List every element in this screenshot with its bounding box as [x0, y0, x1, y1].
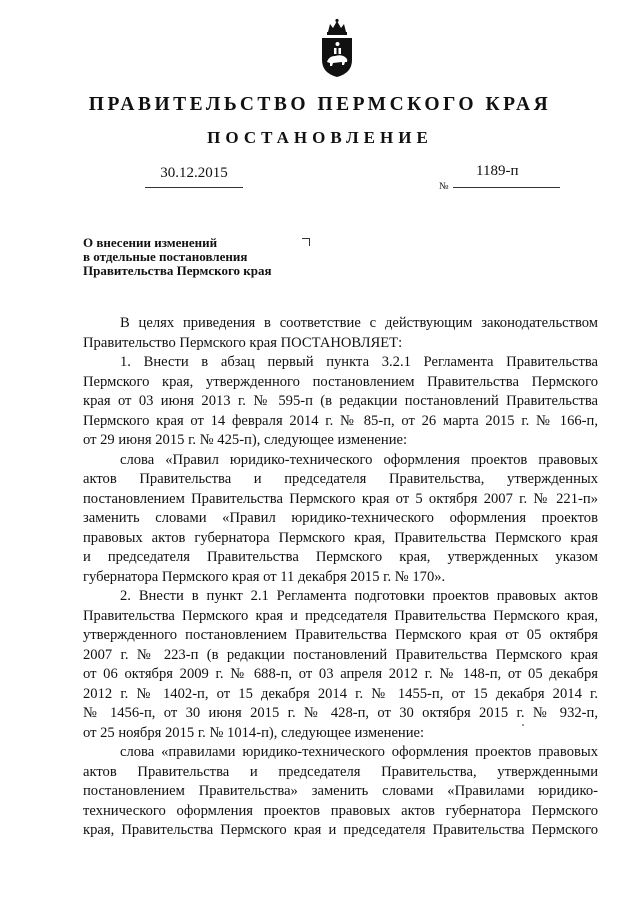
body-line: губернатора Пермского края от 11 декабря 2015 г. № 170». — [83, 568, 446, 585]
body-line: 2. Внести в пункт 2.1 Регламента подготовки проектов правовых актов — [120, 588, 598, 604]
body-line: В целях приведения в соответствие с действующим законодательством — [120, 315, 598, 331]
body-line: 2007 г. № 223-п (в редакции постановлений Правительства Пермского края — [83, 646, 598, 663]
body-line: постановлением Правительства Пермского края от 5 октября 2007 г. № 221-п» — [83, 490, 598, 507]
body-line: Пермского края от 14 февраля 2014 г. № 85-п, от 26 марта 2015 г. № 166-п, — [83, 412, 598, 429]
body-line: заменить словами «Правил юридико-технического оформления проектов — [83, 510, 598, 526]
body-line: актов Правительства и председателя Правительства, утвержденными — [83, 763, 598, 780]
subject-corner-mark — [302, 238, 310, 246]
body-line: слова «правилами юридико-технического оформления проектов правовых — [120, 744, 598, 760]
body-line: от 29 июня 2015 г. № 425-п), следующее изменение: — [83, 432, 408, 448]
number-sign: № — [439, 181, 449, 192]
body-line: от 06 октября 2009 г. № 688-п, от 03 апреля 2012 г. № 148-п, от 05 декабря — [83, 666, 598, 682]
coat-of-arms-icon — [319, 18, 355, 78]
document-date: 30.12.2015 — [160, 165, 228, 181]
body-line: утвержденного постановлением Правительства Пермского края от 05 октября — [83, 627, 598, 643]
organization-title: ПРАВИТЕЛЬСТВО ПЕРМСКОГО КРАЯ — [88, 94, 552, 115]
subject-line: в отдельные постановления — [83, 249, 248, 264]
date-underline — [145, 187, 243, 188]
body-line: 1. Внести в абзац первый пункта 3.2.1 Регламента Правительства — [120, 354, 598, 370]
body-line: и председателя Правительства Пермского края, утвержденных указом — [83, 549, 598, 565]
body-line: Правительства Пермского края и председателя Правительства Пермского края, — [83, 607, 598, 624]
document-subject — [83, 236, 272, 278]
body-line: от 25 ноября 2015 г. № 1014-п), следующее изменение: — [83, 724, 425, 741]
subject-line: Правительства Пермского края — [83, 263, 272, 278]
body-line: края, Правительства Пермского края и председателя Правительства Пермского — [83, 822, 598, 838]
body-line: № 1456-п, от 30 июня 2015 г. № 428-п, от 30 октября 2015 г. № 932-п, — [83, 705, 598, 721]
document-number: 1189-п — [476, 163, 519, 179]
scan-speck — [522, 724, 524, 726]
body-line: постановлением Правительства» заменить словами «Правилами юридико- — [83, 783, 598, 799]
body-line: Пермского края, утвержденного постановлением Правительства Пермского — [83, 373, 598, 390]
body-line: правовых актов губернатора Пермского края, Правительства Пермского края — [83, 529, 598, 546]
body-line: Правительство Пермского края ПОСТАНОВЛЯЕТ: — [83, 334, 403, 351]
number-underline — [453, 187, 560, 188]
document-body — [83, 314, 598, 841]
body-line: слова «Правил юридико-технического оформления проектов правовых — [120, 451, 598, 468]
document-type-title: ПОСТАНОВЛЕНИЕ — [207, 128, 433, 147]
body-line: технического оформления проектов правовых актов губернатора Пермского — [83, 802, 598, 819]
body-line: края от 03 июня 2013 г. № 595-п (в редакции постановлений Правительства — [83, 393, 598, 409]
subject-line: О внесении изменений — [83, 235, 218, 250]
body-line: 2012 г. № 1402-п, от 15 декабря 2014 г. № 1455-п, от 15 декабря 2014 г. — [83, 685, 598, 702]
body-line: актов Правительства и председателя Правительства, утвержденных — [83, 471, 598, 487]
